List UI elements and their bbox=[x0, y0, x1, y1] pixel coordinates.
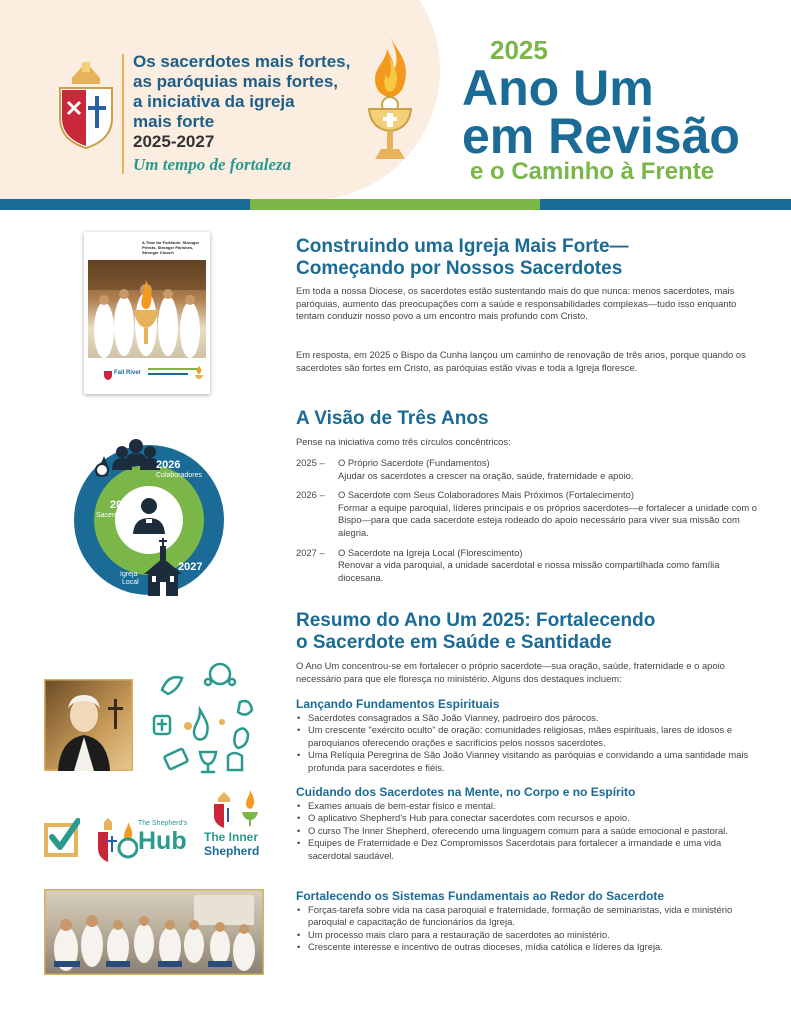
list-item: • Uma Relíquia Peregrina de São João Vianney visitando as paróquias e convidando a uma santidade mais profunda para sacerdotes e fiéis. bbox=[296, 749, 762, 774]
care-list bbox=[296, 800, 762, 862]
circle-label-2026: 2026 bbox=[156, 459, 181, 471]
page-subtitle: e o Caminho à Frente bbox=[470, 158, 715, 185]
list-item: • O curso The Inner Shepherd, oferecendo uma linguagem comum para a saúde emocional e pastoral. bbox=[296, 825, 762, 837]
list-item: • Sacerdotes consagrados a São João Vianney, padroeiro dos párocos. bbox=[296, 712, 762, 724]
list-item: • Equipes de Fraternidade e Dez Compromissos Sacerdotais para fortalecer a irmandade e uma vida sacerdotal saudável. bbox=[296, 837, 762, 862]
cover-rule bbox=[148, 368, 198, 370]
systems-list bbox=[296, 904, 762, 954]
checkbox-icon bbox=[44, 817, 80, 857]
diocese-crest-icon bbox=[56, 58, 116, 150]
inner-shepherd-logo bbox=[204, 790, 274, 862]
header-divider bbox=[122, 54, 124, 174]
circle-label-2027: 2027 bbox=[178, 561, 203, 573]
cover-title: A Time for Fortitude: Stronger Priests, Stronger Parishes, Stronger Church bbox=[142, 240, 200, 255]
hub-crest-icon bbox=[94, 818, 138, 862]
vision-year-item bbox=[296, 489, 766, 539]
saint-vianney-portrait bbox=[44, 679, 133, 771]
header-years: 2025-2027 bbox=[133, 132, 215, 151]
header-stripe bbox=[0, 199, 791, 210]
year-text: Ajudar os sacerdotes a crescer na oração, saúde, fraternidade e apoio. bbox=[338, 469, 634, 481]
shepherds-hub-logo bbox=[94, 818, 194, 862]
section-heading-vision: A Visão de Três Anos bbox=[296, 408, 489, 429]
list-item: • Um crescente "exército oculto" de oração: comunidades religiosas, mães espirituais, lares de idosos e paroquianos oferecendo orações e sacrifícios pelos nossos sacerdotes. bbox=[296, 724, 762, 749]
header-title bbox=[133, 52, 351, 132]
list-item: • Crescente interesse e incentivo de outras dioceses, mídia católica e líderes da Igreja. bbox=[296, 941, 762, 953]
subheading-systems: Fortalecendo os Sistemas Fundamentais ao Redor do Sacerdote bbox=[296, 889, 665, 903]
vision-year-item bbox=[296, 547, 766, 585]
section-heading-building bbox=[296, 236, 766, 280]
hub-logo-small-text: The Shepherd's bbox=[138, 820, 188, 827]
circle-label-colaboradores: Colaboradores bbox=[156, 472, 202, 479]
year-text: Formar a equipe paroquial, líderes principais e os próprios sacerdotes—e fortalecer a unidade com o Bispo—para que cada sacerdote esteja rodeado do apoio necessário para viver sua missão com alegria. bbox=[338, 501, 757, 538]
circle-label-sacerdote: Sacerdote bbox=[96, 512, 128, 519]
concentric-circles-diagram bbox=[74, 430, 224, 598]
cover-photo bbox=[88, 260, 206, 358]
heading-line: Resumo do Ano Um 2025: Fortalecendo bbox=[296, 610, 656, 631]
vision-intro: Pense na iniciativa como três círculos concêntricos: bbox=[296, 436, 511, 447]
year-text: Renovar a vida paroquial, a unidade sacerdotal e nossa missão compartilhada como família diocesana. bbox=[338, 559, 720, 583]
year-title: O Sacerdote com Seus Colaboradores Mais Próximos (Fortalecimento) bbox=[338, 489, 634, 501]
header-title-line: as paróquias mais fortes, bbox=[133, 72, 339, 91]
subheading-spiritual: Lançando Fundamentos Espirituais bbox=[296, 697, 500, 711]
priests-meeting-photo bbox=[44, 889, 264, 975]
year-title: O Próprio Sacerdote (Fundamentos) bbox=[338, 457, 490, 468]
subheading-care: Cuidando dos Sacerdotes na Mente, no Corpo e no Espírito bbox=[296, 785, 636, 799]
inner-shepherd-line2: Shepherd bbox=[204, 844, 260, 858]
year-title: O Sacerdote na Igreja Local (Florescimento) bbox=[338, 546, 523, 558]
header-tagline: Um tempo de fortaleza bbox=[133, 155, 292, 174]
circle-label-2025: 2025 bbox=[110, 499, 135, 511]
cover-logo-text: Fall River bbox=[114, 370, 142, 376]
inner-shepherd-line1: The Inner bbox=[204, 830, 259, 844]
circle-label-igreja: Igreja bbox=[120, 571, 138, 578]
hub-logo-big-text: Hub bbox=[138, 827, 187, 855]
prayer-icons-cluster bbox=[148, 660, 258, 778]
header-title-line: mais forte bbox=[133, 112, 215, 131]
header-title-line: Os sacerdotes mais fortes, bbox=[133, 52, 351, 71]
cover-crest-icon bbox=[104, 368, 112, 380]
report-cover-image bbox=[84, 232, 210, 394]
list-item: • Um processo mais claro para a restauração de sacerdotes ao ministério. bbox=[296, 929, 762, 941]
inner-shepherd-crest-icon bbox=[210, 790, 264, 828]
year-label: 2026 – bbox=[296, 489, 325, 501]
paragraph: Em toda a nossa Diocese, os sacerdotes estão sustentando mais do que nunca: menos sacerdotes, mais paróquias, aumento das preocupações com a saúde e responsabilidades complexas—tudo isso enquanto tentam conduzir nosso povo a um encontro mais profundo com Cristo. bbox=[296, 285, 737, 322]
list-item: • O aplicativo Shepherd's Hub para conectar sacerdotes com recursos e apoio. bbox=[296, 812, 762, 824]
heading-line: Construindo uma Igreja Mais Forte— bbox=[296, 236, 629, 257]
spiritual-list bbox=[296, 712, 762, 774]
circle-label-local: Local bbox=[122, 579, 139, 586]
summary-intro: O Ano Um concentrou-se em fortalecer o próprio sacerdote—sua oração, saúde, fraternidade e o apoio necessário para que ele floresça no ministério. Alguns dos destaques incluem: bbox=[296, 660, 725, 684]
cover-chalice-icon bbox=[194, 366, 204, 382]
year-label: 2025 – bbox=[296, 457, 325, 468]
page-title-line2: em Revisão bbox=[462, 108, 740, 164]
year-label: 2027 – bbox=[296, 546, 325, 558]
vision-year-item bbox=[296, 457, 766, 482]
paragraph: Em resposta, em 2025 o Bispo da Cunha lançou um caminho de renovação de três anos, porque quando os sacerdotes são fortes em Cristo, as paróquias estão vivas e toda a Igreja floresce. bbox=[296, 349, 746, 373]
header-title-line: a iniciativa da igreja bbox=[133, 92, 295, 111]
cover-rule bbox=[148, 373, 188, 375]
heading-line: Começando por Nossos Sacerdotes bbox=[296, 258, 623, 279]
list-item: • Exames anuais de bem-estar físico e mental. bbox=[296, 800, 762, 812]
page-title-line1: Ano Um bbox=[462, 60, 654, 116]
vision-year-list bbox=[296, 457, 766, 591]
list-item: • Forças-tarefa sobre vida na casa paroquial e fraternidade, formação de seminaristas, vida e ministério paroquial e capacitação de funcionários da Igreja. bbox=[296, 904, 762, 929]
heading-line: o Sacerdote em Saúde e Santidade bbox=[296, 632, 612, 653]
section-heading-summary bbox=[296, 610, 766, 654]
page-year: 2025 bbox=[490, 35, 548, 65]
chalice-flame-icon bbox=[365, 35, 415, 163]
